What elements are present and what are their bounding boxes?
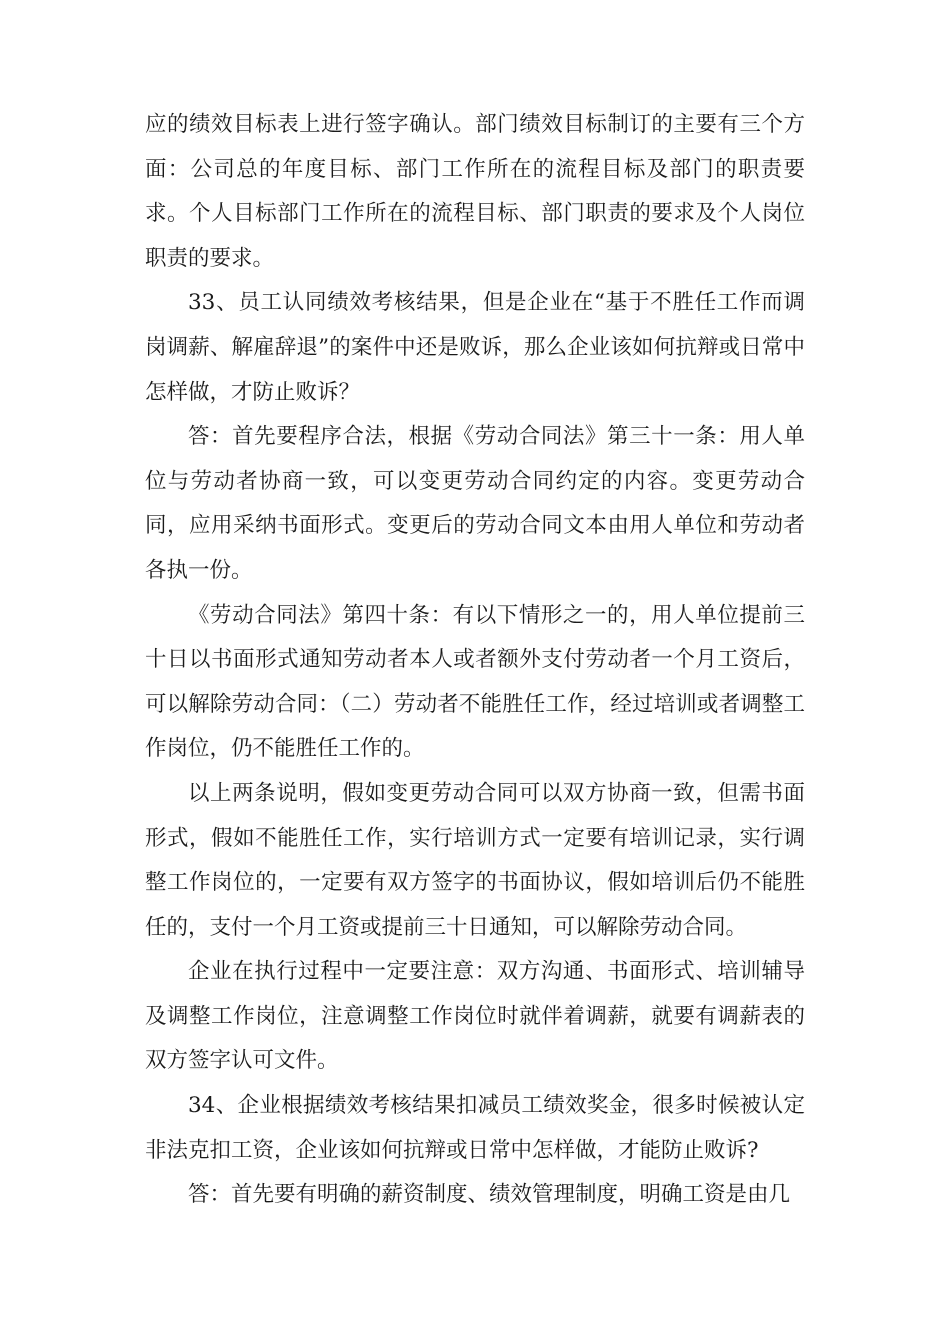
paragraph-explanation: 以上两条说明，假如变更劳动合同可以双方协商一致，但需书面形式，假如不能胜任工作，实行培训方式一定要有培训记录，实行调整工作岗位的，一定要有双方签字的书面协议，假如培训后仍不能胜任的，支付一个月工资或提前三十日通知，可以解除劳动合同。: [145, 780, 805, 940]
document-body: [145, 103, 805, 1218]
paragraph-answer-34: 答：首先要有明确的薪资制度、绩效管理制度，明确工资是由几: [188, 1182, 791, 1208]
paragraph-notice: 企业在执行过程中一定要注意：双方沟通、书面形式、培训辅导及调整工作岗位，注意调整工作岗位时就伴着调薪，就要有调薪表的双方签字认可文件。: [145, 959, 805, 1074]
paragraph-continuation: 应的绩效目标表上进行签字确认。部门绩效目标制订的主要有三个方面：公司总的年度目标、部门工作所在的流程目标及部门的职责要求。个人目标部门工作所在的流程目标、部门职责的要求及个人岗位职责的要求。: [145, 112, 805, 271]
paragraph-answer-33: 答：首先要程序合法，根据《劳动合同法》第三十一条：用人单位与劳动者协商一致，可以变更劳动合同约定的内容。变更劳动合同，应用采纳书面形式。变更后的劳动合同文本由用人单位和劳动者各执一份。: [145, 424, 805, 583]
paragraph-article-40: 《劳动合同法》第四十条：有以下情形之一的，用人单位提前三十日以书面形式通知劳动者本人或者额外支付劳动者一个月工资后，可以解除劳动合同：（二）劳动者不能胜任工作，经过培训或者调整工作岗位，仍不能胜任工作的。: [145, 602, 805, 762]
paragraph-question-33: 33、员工认同绩效考核结果，但是企业在“基于不胜任工作而调岗调薪、解雇辞退”的案件中还是败诉，那么企业该如何抗辩或日常中怎样做，才防止败诉？: [145, 290, 805, 405]
paragraph-question-34: 34、企业根据绩效考核结果扣减员工绩效奖金，很多时候被认定非法克扣工资，企业该如何抗辩或日常中怎样做，才能防止败诉?: [145, 1093, 805, 1163]
